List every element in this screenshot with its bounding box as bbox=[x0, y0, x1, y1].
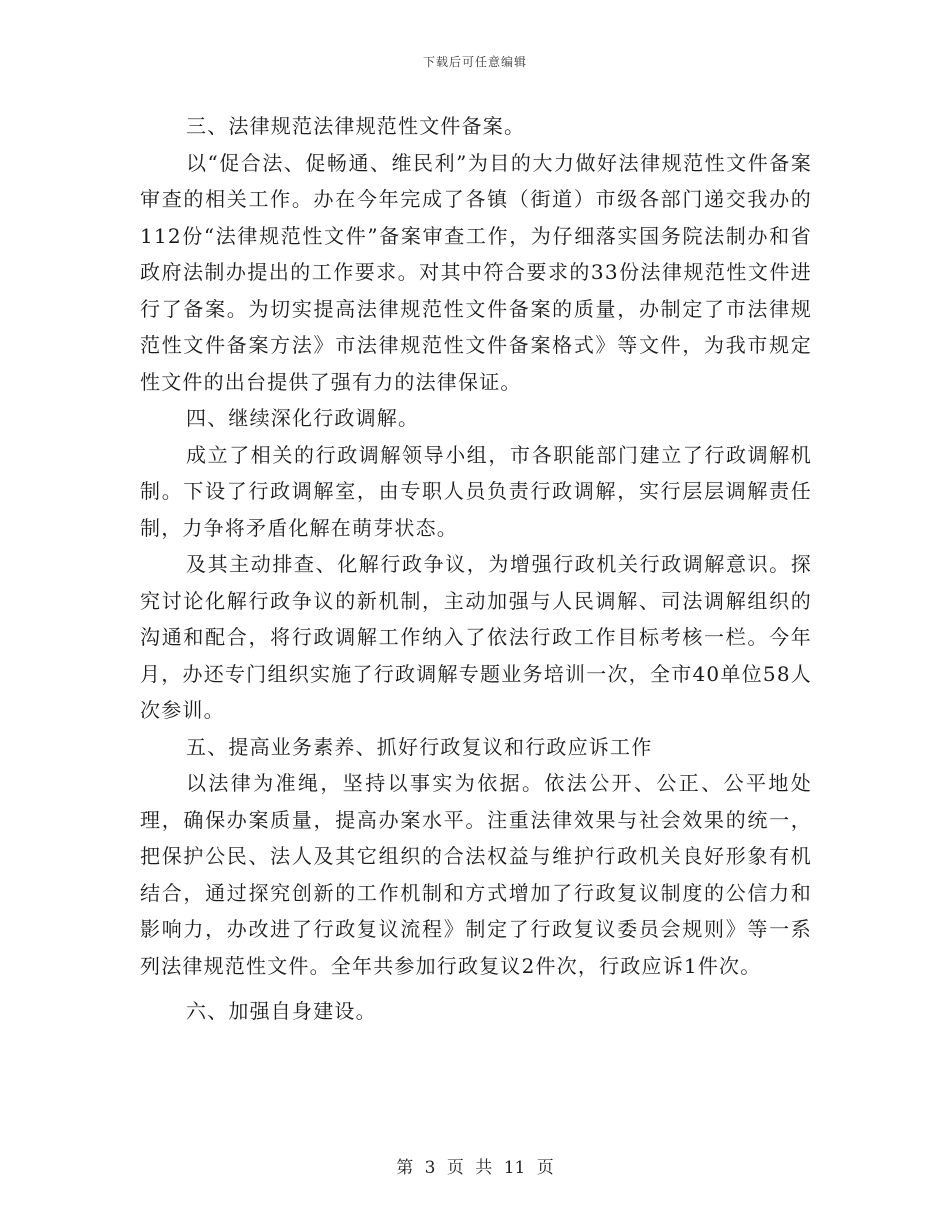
document-body bbox=[140, 108, 812, 1030]
section-heading-6: 六、加强自身建设。 bbox=[186, 999, 377, 1023]
body-paragraph: 以“促合法、促畅通、维民利”为目的大力做好法律规范性文件备案审查的相关工作。办在今年完成了各镇（街道）市级各部门递交我办的112份“法律规范性文件”备案审查工作，为仔细落实国务院法制办和省政府法制办提出的工作要求。对其中符合要求的33份法律规范性文件进行了备案。为切实提高法律规范性文件备案的质量，办制定了市法律规范性文件备案方法》市法律规范性文件备案格式》等文件，为我市规定性文件的出台提供了强有力的法律保证。 bbox=[140, 150, 812, 394]
section-heading-4: 四、继续深化行政调解。 bbox=[186, 406, 420, 430]
section-heading-3: 三、法律规范法律规范性文件备案。 bbox=[186, 114, 526, 138]
page-number: 第 3 页 共 11 页 bbox=[396, 1158, 554, 1178]
body-paragraph: 成立了相关的行政调解领导小组，市各职能部门建立了行政调解机制。下设了行政调解室，由专职人员负责行政调解，实行层层调解责任制，力争将矛盾化解在萌芽状态。 bbox=[140, 442, 812, 540]
page-header-note: 下载后可任意编辑 bbox=[422, 55, 527, 69]
body-paragraph: 以法律为准绳，坚持以事实为依据。依法公开、公正、公平地处理，确保办案质量，提高办案水平。注重法律效果与社会效果的统一，把保护公民、法人及其它组织的合法权益与维护行政机关良好形象有机结合，通过探究创新的工作机制和方式增加了行政复议制度的公信力和影响力，办改进了行政复议流程》制定了行政复议委员会规则》等一系列法律规范性文件。全年共参加行政复议2件次，行政应诉1件次。 bbox=[140, 771, 812, 978]
section-heading-5: 五、提高业务素养、抓好行政复议和行政应诉工作 bbox=[186, 734, 653, 759]
body-paragraph: 及其主动排查、化解行政争议，为增强行政机关行政调解意识。探究讨论化解行政争议的新机制，主动加强与人民调解、司法调解组织的沟通和配合，将行政调解工作纳入了依法行政工作目标考核一栏。今年月，办还专门组织实施了行政调解专题业务培训一次，全市40单位58人次参训。 bbox=[140, 552, 812, 722]
